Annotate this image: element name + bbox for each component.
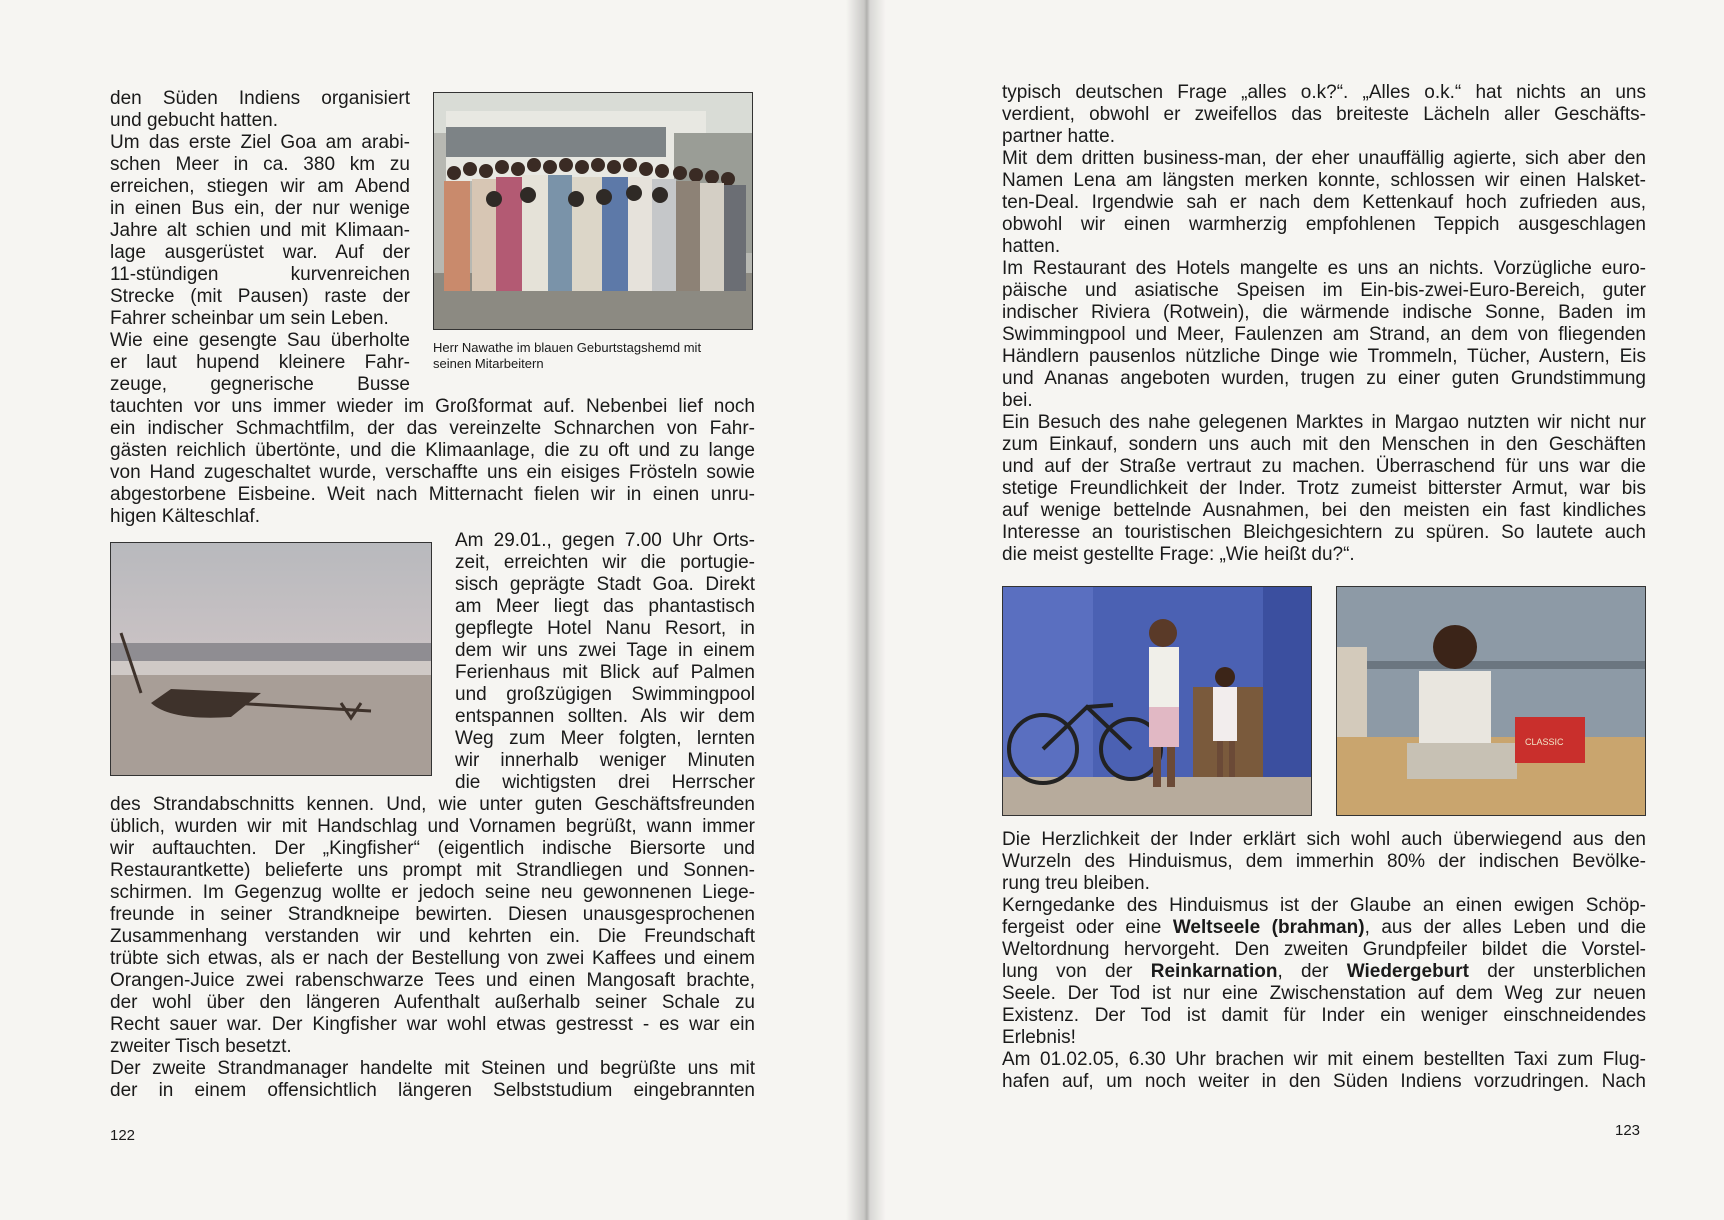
- text-line: den Süden Indiens organisiert: [110, 88, 410, 109]
- text-line: am Meer liegt das phantastisch: [455, 596, 755, 617]
- text-line: partner hatte.: [1002, 126, 1116, 147]
- text-line: bei.: [1002, 390, 1033, 411]
- page-number-right: 123: [1615, 1122, 1641, 1139]
- text-line: gästen reichlich übertönte, und die Klimaanlage, die zu oft und zu lange: [110, 440, 755, 461]
- text-line: Ein Besuch des nahe gelegenen Marktes in Margao nutzten wir nicht nur: [1002, 412, 1646, 433]
- book-gutter-shadow: [846, 0, 886, 1220]
- text-line: Mit dem dritten business-man, der eher unauffällig agierte, sich aber den: [1002, 148, 1646, 169]
- text-line: typisch deutschen Frage „alles o.k?“. „Alles o.k.“ hat nichts an uns: [1002, 82, 1646, 103]
- text-line: Existenz. Der Tod ist damit für Inder ein weniger einschneidendes: [1002, 1005, 1646, 1026]
- text-line: Händlern pausenlos nützliche Dinge wie Trommeln, Tücher, Austern, Eis: [1002, 346, 1646, 367]
- text-line: und großzügigen Swimmingpool: [455, 684, 755, 705]
- text-line: verdient, obwohl er zweifellos das breiteste Lächeln aller Geschäfts-: [1002, 104, 1646, 125]
- right-page: [862, 0, 1724, 1220]
- text-line: Erlebnis!: [1002, 1027, 1076, 1048]
- text-line: auf wenige bettelnde Ausnahmen, bei den meisten ein fast kindliches: [1002, 500, 1646, 521]
- text-line: Restaurantkette) belieferte uns prompt mit Strandliegen und Sonnen-: [110, 860, 755, 881]
- text-line: hatten.: [1002, 236, 1061, 257]
- text-line: Jahre alt schien und mit Klimaan-: [110, 220, 410, 241]
- girls-bicycle-image: [1003, 587, 1311, 815]
- text-line: lage ausgerüstet war. Auf der: [110, 242, 410, 263]
- text-line: Seele. Der Tod ist nur eine Zwischenstation auf dem Weg zur neuen: [1002, 983, 1646, 1004]
- text-line: indischer Riviera (Rotwein), die wärmende indische Sonne, Baden im: [1002, 302, 1646, 323]
- text-line-weltseele: [1002, 917, 1646, 939]
- caption-line: seinen Mitarbeitern: [433, 356, 544, 371]
- bold-term-wiedergeburt: Wiedergeburt: [1346, 961, 1470, 982]
- classic-box-label: CLASSIC: [1525, 737, 1564, 747]
- text-line: schirmen. Im Gegenzug wollte er jedoch seine neu gewonnenen Liege-: [110, 882, 755, 903]
- text-line: Swimmingpool und Meer, Faulenzen am Strand, an dem von fliegenden: [1002, 324, 1646, 345]
- text-segment: der unsterblichen: [1469, 961, 1646, 982]
- text-line: zeit, erreichten wir die portugie-: [455, 552, 755, 573]
- text-line: Im Restaurant des Hotels mangelte es uns an nichts. Vorzügliche euro-: [1002, 258, 1646, 279]
- text-line: Weg zum Meer folgten, lernten: [455, 728, 755, 749]
- bold-term-weltseele: Weltseele (brahman): [1172, 917, 1365, 938]
- text-line: ein indischer Schmachtfilm, der das vereinzelte Schnarchen von Fahr-: [110, 418, 755, 439]
- text-line: schen Meer in ca. 380 km zu: [110, 154, 410, 175]
- text-line: Am 01.02.05, 6.30 Uhr brachen wir mit einem bestellten Taxi zum Flug-: [1002, 1049, 1646, 1070]
- text-line: rung treu bleiben.: [1002, 873, 1150, 894]
- text-line-weltordnung: Weltordnung hervorgeht. Den zweiten Grundpfeiler bildet die Vorstel-: [1002, 939, 1646, 960]
- text-line: üblich, wurden wir mit Handschlag und Vornamen begrüßt, wann immer: [110, 816, 755, 837]
- text-line-reinkarnation: [1002, 961, 1646, 983]
- text-line: der in einem offensichtlich längeren Selbststudium eingebrannten: [110, 1080, 755, 1101]
- text-line: abgestorbene Eisbeine. Weit nach Mitternacht fielen wir in einen unru-: [110, 484, 755, 505]
- text-segment: , der: [1277, 961, 1347, 982]
- text-line: higen Kälteschlaf.: [110, 506, 260, 527]
- text-line: Zusammenhang verstanden wir und kehrten ein. Die Freundschaft: [110, 926, 755, 947]
- text-line: Wurzeln des Hinduismus, dem immerhin 80% der indischen Bevölke-: [1002, 851, 1646, 872]
- text-line: Die Herzlichkeit der Inder erklärt sich wohl auch überwiegend aus den: [1002, 829, 1646, 850]
- text-line: Wie eine gesengte Sau überholte: [110, 330, 410, 351]
- text-line: Am 29.01., gegen 7.00 Uhr Orts-: [455, 530, 755, 551]
- text-line: hafen auf, um noch weiter in den Süden Indiens vorzudringen. Nach: [1002, 1071, 1646, 1092]
- caption-line: Herr Nawathe im blauen Geburtstagshemd mit: [433, 340, 702, 355]
- text-line: und gebucht hatten.: [110, 110, 278, 131]
- text-line: Der zweite Strandmanager handelte mit Steinen und begrüßte uns mit: [110, 1058, 755, 1079]
- girls-bicycle-photo: [1002, 586, 1312, 816]
- beach-boat-image: [111, 543, 431, 775]
- text-line: obwohl wir einen warmherzig empfohlenen Teppich ausgeschlagen: [1002, 214, 1646, 235]
- text-line: Kerngedanke des Hinduismus ist der Glaube an einen ewigen Schöp-: [1002, 895, 1646, 916]
- text-line: Namen Lena am längsten merken konnte, schlossen wir einen Halsket-: [1002, 170, 1646, 191]
- text-line: Interesse an touristischen Bleichgesichtern zu spüren. So lautete auch: [1002, 522, 1646, 543]
- group-photo-caption: [433, 340, 753, 372]
- text-line: und auf der Straße vertraut zu machen. Überraschend für uns war die: [1002, 456, 1646, 477]
- text-line: entspannen sollten. Als wir dem: [455, 706, 755, 727]
- text-line: zweiter Tisch besetzt.: [110, 1036, 292, 1057]
- text-line: ten-Deal. Irgendwie sah er nach dem Kettenkauf hoch zufrieden aus,: [1002, 192, 1646, 213]
- text-line: dem wir uns zwei Tage in einem: [455, 640, 755, 661]
- beach-boat-photo: [110, 542, 432, 776]
- text-line: Fahrer scheinbar um sein Leben.: [110, 308, 389, 329]
- text-line: Ferienhaus mit Blick auf Palmen: [455, 662, 755, 683]
- text-line: 11-stündigen kurvenreichen: [110, 264, 410, 285]
- text-line: wir auftauchten. Der „Kingfisher“ (eigentlich indische Biersorte und: [110, 838, 755, 859]
- text-line: der wohl über den längeren Aufenthalt außerhalb seiner Schale zu: [110, 992, 755, 1013]
- text-line: Strecke (mit Pausen) raste der: [110, 286, 410, 307]
- man-cobbler-image: [1337, 587, 1645, 815]
- page-number-left: 122: [110, 1127, 136, 1144]
- text-line: sisch geprägte Stadt Goa. Direkt: [455, 574, 755, 595]
- text-line: zeuge, gegnerische Busse: [110, 374, 410, 395]
- text-line: Orangen-Juice zwei rabenschwarze Tees und einen Mangosaft brachte,: [110, 970, 755, 991]
- man-cobbler-photo: [1336, 586, 1646, 816]
- text-line: die meist gestellte Frage: „Wie heißt du?“.: [1002, 544, 1355, 565]
- text-segment: lung von der: [1002, 961, 1151, 982]
- text-line: wir innerhalb weniger Minuten: [455, 750, 755, 771]
- text-line: Recht sauer war. Der Kingfisher war wohl etwas gestresst - es war ein: [110, 1014, 755, 1035]
- text-line: von Hand zugeschaltet wurde, verschaffte uns ein eisiges Frösteln sowie: [110, 462, 755, 483]
- text-line: trübte sich etwas, als er nach der Bestellung von zwei Kaffees und einem: [110, 948, 755, 969]
- text-line: freunde in seiner Strandkneipe bewirten. Diesen unausgesprochenen: [110, 904, 755, 925]
- text-line: erreichen, stiegen wir am Abend: [110, 176, 410, 197]
- text-segment: , aus der alles Leben und die: [1364, 917, 1647, 938]
- text-line: und Ananas angeboten wurden, trugen zu einer guten Grundstimmung: [1002, 368, 1646, 389]
- text-line: stetige Freundlichkeit der Inder. Trotz zumeist bitterster Armut, war bis: [1002, 478, 1646, 499]
- text-line: gepflegte Hotel Nanu Resort, in: [455, 618, 755, 639]
- text-segment: fergeist oder eine: [1002, 917, 1173, 938]
- group-photo: [433, 92, 753, 330]
- text-line: zum Einkauf, sondern uns auch mit den Menschen in den Geschäften: [1002, 434, 1646, 455]
- text-line: des Strandabschnitts kennen. Und, wie unter guten Geschäftsfreunden: [110, 794, 755, 815]
- text-line: die wichtigsten drei Herrscher: [455, 772, 755, 793]
- text-line: päische und asiatische Speisen im Ein-bis-zwei-Euro-Bereich, guter: [1002, 280, 1646, 301]
- text-line: er laut hupend kleinere Fahr-: [110, 352, 410, 373]
- text-line: Um das erste Ziel Goa am arabi-: [110, 132, 410, 153]
- bold-term-reinkarnation: Reinkarnation: [1150, 961, 1278, 982]
- text-line: in einen Bus ein, der nur wenige: [110, 198, 410, 219]
- group-photo-image: [434, 93, 752, 329]
- text-line: tauchten vor uns immer wieder im Großformat auf. Nebenbei lief noch: [110, 396, 755, 417]
